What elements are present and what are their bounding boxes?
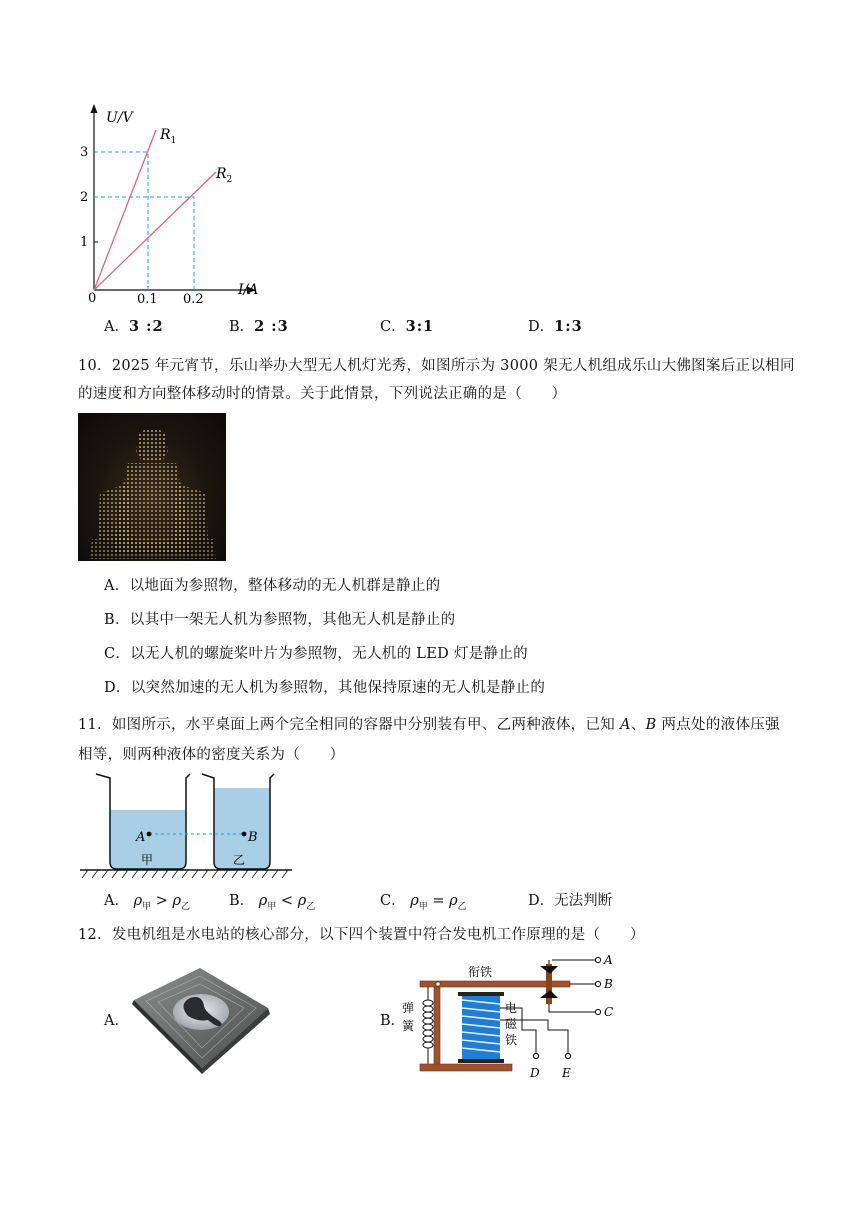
spring-label-1: 弹 — [402, 1001, 415, 1015]
q10-option-a[interactable]: A．以地面为参照物，整体移动的无人机群是静止的 — [104, 578, 441, 594]
drone-buddha-image — [78, 413, 226, 561]
x-tick-01: 0.1 — [137, 292, 158, 307]
y-tick-1: 1 — [80, 235, 89, 250]
q10-option-c[interactable]: C．以无人机的螺旋桨叶片为参照物，无人机的 LED 灯是静止的 — [104, 646, 528, 662]
relay-diagram[interactable] — [398, 950, 620, 1088]
terminal-d-label: D — [530, 1066, 540, 1080]
q9-ui-graph — [70, 98, 270, 310]
y-axis-arrow — [91, 104, 98, 113]
q9-option-c[interactable]: C．3:1 — [380, 318, 435, 335]
q10-option-d[interactable]: D．以突然加速的无人机为参照物，其他保持原速的无人机是静止的 — [104, 680, 546, 696]
x-tick-02: 0.2 — [183, 292, 204, 307]
q11-option-d[interactable]: D．无法判断 — [528, 893, 613, 909]
q11-containers-figure — [78, 770, 294, 882]
q9-option-d[interactable]: D．1:3 — [528, 318, 583, 335]
r2-line — [94, 172, 216, 290]
x-axis-label: I/A — [238, 282, 259, 298]
origin-label: 0 — [88, 291, 97, 306]
y-axis-label: U/V — [106, 110, 133, 126]
relay-base — [420, 1064, 512, 1071]
magnet-label-3: 铁 — [505, 1033, 518, 1047]
armature-label: 衔铁 — [468, 965, 493, 979]
container-left-label: 甲 — [141, 853, 154, 867]
q12-option-b-letter[interactable]: B． — [380, 1013, 406, 1029]
q9-option-a[interactable]: A．3 :2 — [104, 318, 164, 335]
q11-stem-line-2: 相等，则两种液体的密度关系为（ ） — [78, 747, 345, 763]
r1-label: $R_1$ — [160, 127, 177, 146]
sinan-compass-image[interactable] — [128, 964, 274, 1074]
y-tick-2: 2 — [80, 190, 89, 205]
terminal-a-label: A — [604, 953, 613, 967]
point-b-label: B — [248, 830, 258, 845]
q12-stem-line-1: 12．发电机组是水电站的核心部分，以下四个装置中符合发电机工作原理的是（ ） — [78, 927, 645, 943]
point-a-label: A — [136, 830, 146, 845]
terminal-b-label: B — [604, 977, 613, 991]
q11-option-c[interactable]: C． $\rho_甲 = \rho_乙$ — [380, 893, 467, 912]
drone-buddha-photo — [78, 413, 226, 561]
magnet-label-2: 磁 — [505, 1017, 518, 1031]
terminal-c-label: C — [604, 1005, 614, 1019]
q11-option-b[interactable]: B． $\rho_甲 < \rho_乙$ — [229, 893, 316, 912]
q10-stem-line-1: 10．2025 年元宵节，乐山举办大型无人机灯光秀，如图所示为 3000 架无人机组成乐山大佛图案后正以相同 — [78, 358, 795, 374]
q11-stem-line-1: 11．如图所示，水平桌面上两个完全相同的容器中分别装有甲、乙两种液体，已知 A、B 两点处的液体压强 — [78, 717, 780, 733]
q10-stem-line-2: 的速度和方向整体移动时的情景。关于此情景，下列说法正确的是（ ） — [78, 386, 567, 402]
terminal-e-label: E — [562, 1066, 571, 1080]
q10-option-b[interactable]: B．以其中一架无人机为参照物，其他无人机是静止的 — [104, 612, 456, 628]
r1-line — [94, 130, 156, 290]
q9-option-b[interactable]: B．2 :3 — [229, 318, 289, 335]
r2-label: $R_2$ — [216, 166, 233, 185]
y-tick-3: 3 — [80, 145, 89, 160]
q11-option-a[interactable]: A． $\rho_甲 > \rho_乙$ — [104, 893, 191, 912]
spring-icon — [423, 987, 433, 1064]
q12-option-a-letter[interactable]: A． — [104, 1013, 129, 1029]
relay-post — [434, 986, 440, 1064]
magnet-label-1: 电 — [505, 1001, 518, 1015]
spring-label-2: 簧 — [402, 1019, 415, 1033]
container-right-label: 乙 — [233, 853, 246, 867]
